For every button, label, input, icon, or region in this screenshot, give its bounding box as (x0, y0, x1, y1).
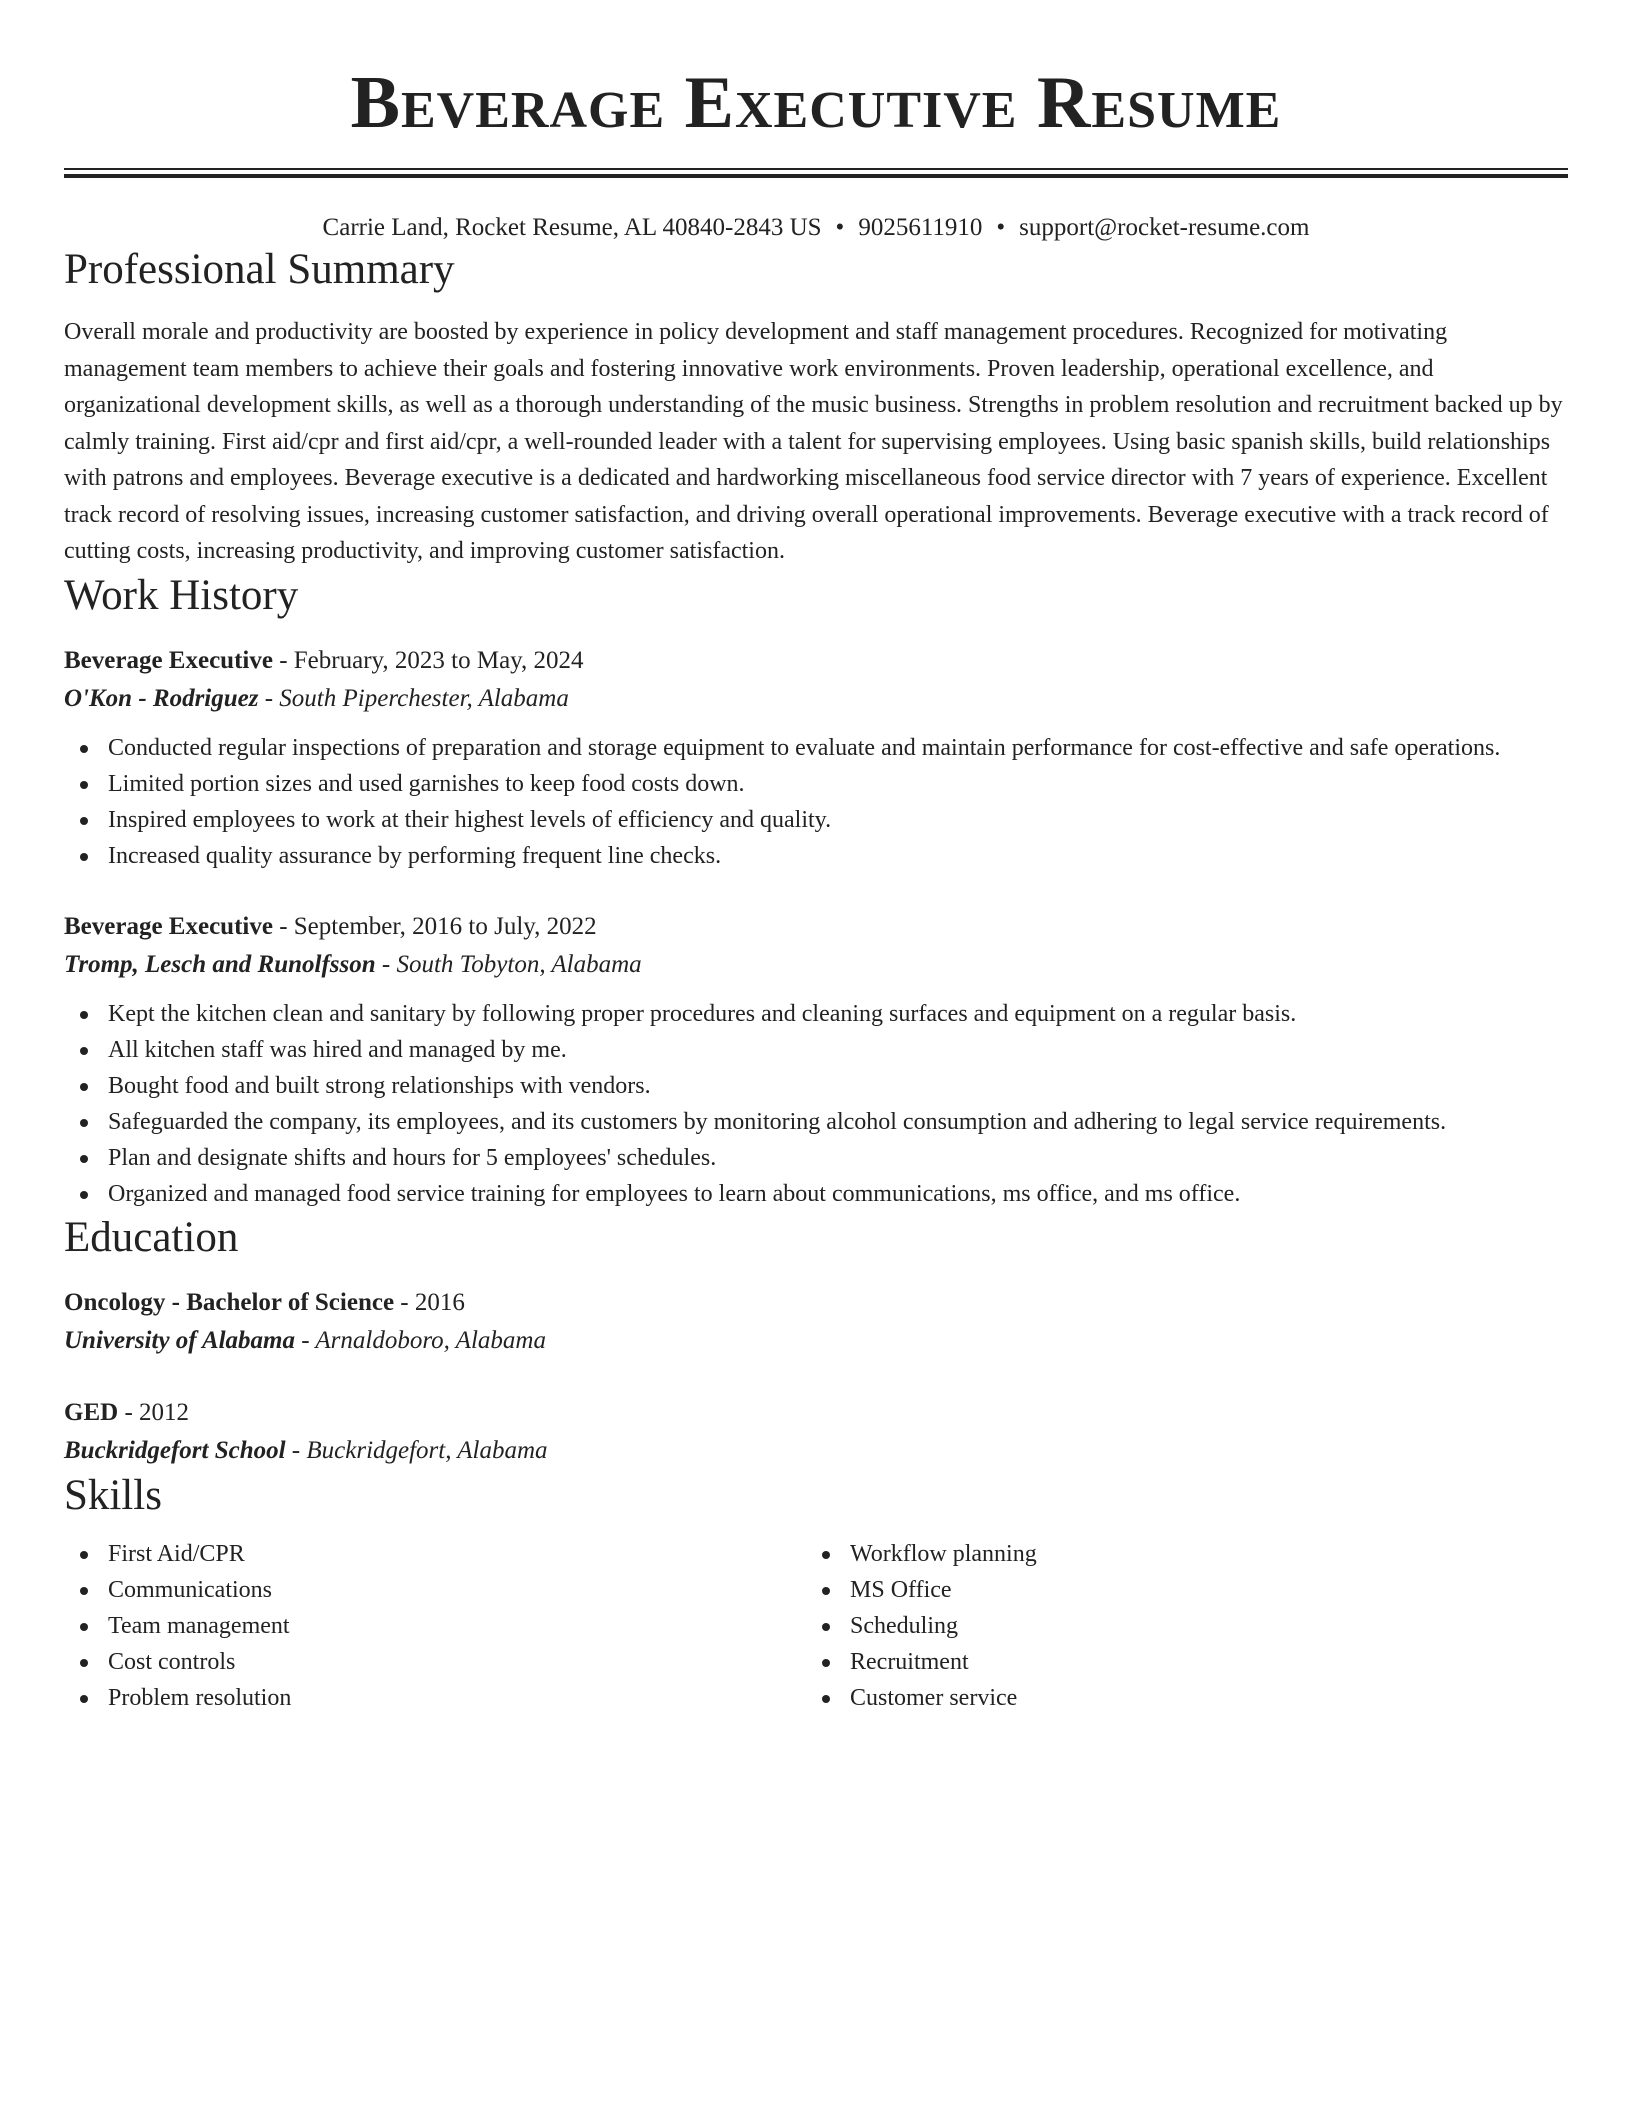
company-name: Tromp, Lesch and Runolfsson (64, 950, 376, 978)
job-duty-item: Kept the kitchen clean and sanitary by following proper procedures and cleaning surfaces and equipment on a regular basis. (64, 996, 1568, 1032)
skills-list-right (806, 1536, 1548, 1716)
degree-line (64, 1284, 1568, 1322)
school-location: - Arnaldoboro, Alabama (295, 1326, 546, 1354)
graduation-year: - 2012 (118, 1398, 190, 1426)
contact-separator: • (835, 214, 845, 241)
resume-title: Beverage Executive Resume (350, 62, 1282, 144)
job-duty-item: Conducted regular inspections of preparation and storage equipment to evaluate and maintain performance for cost-effective and safe operations. (64, 730, 1568, 766)
skill-item: Workflow planning (806, 1536, 1548, 1572)
job-duty-item: Limited portion sizes and used garnishes to keep food costs down. (64, 766, 1568, 802)
job-title-line (64, 642, 1568, 680)
school-line (64, 1432, 1568, 1470)
graduation-year: - 2016 (394, 1288, 465, 1316)
job-duties-list (64, 730, 1568, 874)
job-duty-item: Organized and managed food service training for employees to learn about communications, ms office, and ms office. (64, 1176, 1568, 1212)
skill-item: Cost controls (64, 1644, 806, 1680)
skill-item: Recruitment (806, 1644, 1548, 1680)
school-name: Buckridgefort School (64, 1436, 286, 1464)
degree-name: Oncology - Bachelor of Science (64, 1288, 395, 1316)
school-location: - Buckridgefort, Alabama (285, 1436, 548, 1464)
skills-heading: Skills (64, 1471, 162, 1519)
job-title: Beverage Executive (64, 912, 273, 940)
contact-separator: • (996, 214, 1006, 241)
company-line (64, 946, 1568, 984)
job-entry (64, 908, 1568, 1212)
job-duty-item: Bought food and built strong relationships with vendors. (64, 1068, 1568, 1104)
job-duties-list (64, 996, 1568, 1212)
education-entry (64, 1394, 1568, 1470)
title-divider (64, 168, 1568, 178)
job-duty-item: Inspired employees to work at their highest levels of efficiency and quality. (64, 802, 1568, 838)
skills-list-left (64, 1536, 806, 1716)
company-name: O'Kon - Rodriguez (64, 684, 259, 712)
company-location: - South Tobyton, Alabama (375, 950, 642, 978)
skill-item: Communications (64, 1572, 806, 1608)
job-title-line (64, 908, 1568, 946)
school-name: University of Alabama (64, 1326, 296, 1354)
skill-item: First Aid/CPR (64, 1536, 806, 1572)
job-entry (64, 642, 1568, 874)
degree-name: GED (64, 1398, 119, 1426)
skill-item: Customer service (806, 1680, 1548, 1716)
job-duty-item: Increased quality assurance by performing frequent line checks. (64, 838, 1568, 874)
contact-line (64, 212, 1568, 244)
company-location: - South Piperchester, Alabama (258, 684, 569, 712)
job-duty-item: All kitchen staff was hired and managed by me. (64, 1032, 1568, 1068)
job-duty-item: Safeguarded the company, its employees, and its customers by monitoring alcohol consumption and adhering to legal service requirements. (64, 1104, 1568, 1140)
school-line (64, 1322, 1568, 1360)
summary-heading: Professional Summary (64, 246, 455, 293)
contact-email: support@rocket-resume.com (1019, 214, 1310, 241)
degree-line (64, 1394, 1568, 1432)
education-entry (64, 1284, 1568, 1360)
education-heading: Education (64, 1213, 239, 1261)
skills-columns (64, 1536, 1568, 1716)
skill-item: Scheduling (806, 1608, 1548, 1644)
company-line (64, 680, 1568, 718)
skill-item: Team management (64, 1608, 806, 1644)
job-duty-item: Plan and designate shifts and hours for 5 employees' schedules. (64, 1140, 1568, 1176)
summary-text: Overall morale and productivity are boosted by experience in policy development and staff management procedures. Recognized for motivating management team members to achieve their goals and fostering innovative work environments. Proven leadership, operational excellence, and organizational development skills, as well as a thorough understanding of the music business. Strengths in problem resolution and recruitment backed up by calmly training. First aid/cpr and first aid/cpr, a well-rounded leader with a talent for supervising employees. Using basic spanish skills, build relationships with patrons and employees. Beverage executive is a dedicated and hardworking miscellaneous food service director with 7 years of experience. Excellent track record of resolving issues, increasing customer satisfaction, and driving overall operational improvements. Beverage executive with a track record of cutting costs, increasing productivity, and improving customer satisfaction. (64, 319, 1563, 564)
contact-phone: 9025611910 (858, 214, 983, 241)
skill-item: Problem resolution (64, 1680, 806, 1716)
skill-item: MS Office (806, 1572, 1548, 1608)
work-history-heading: Work History (64, 571, 299, 619)
contact-address: Carrie Land, Rocket Resume, AL 40840-2843 US (322, 214, 822, 241)
job-dates: - February, 2023 to May, 2024 (272, 646, 584, 674)
job-dates: - September, 2016 to July, 2022 (272, 912, 597, 940)
job-title: Beverage Executive (64, 646, 273, 674)
